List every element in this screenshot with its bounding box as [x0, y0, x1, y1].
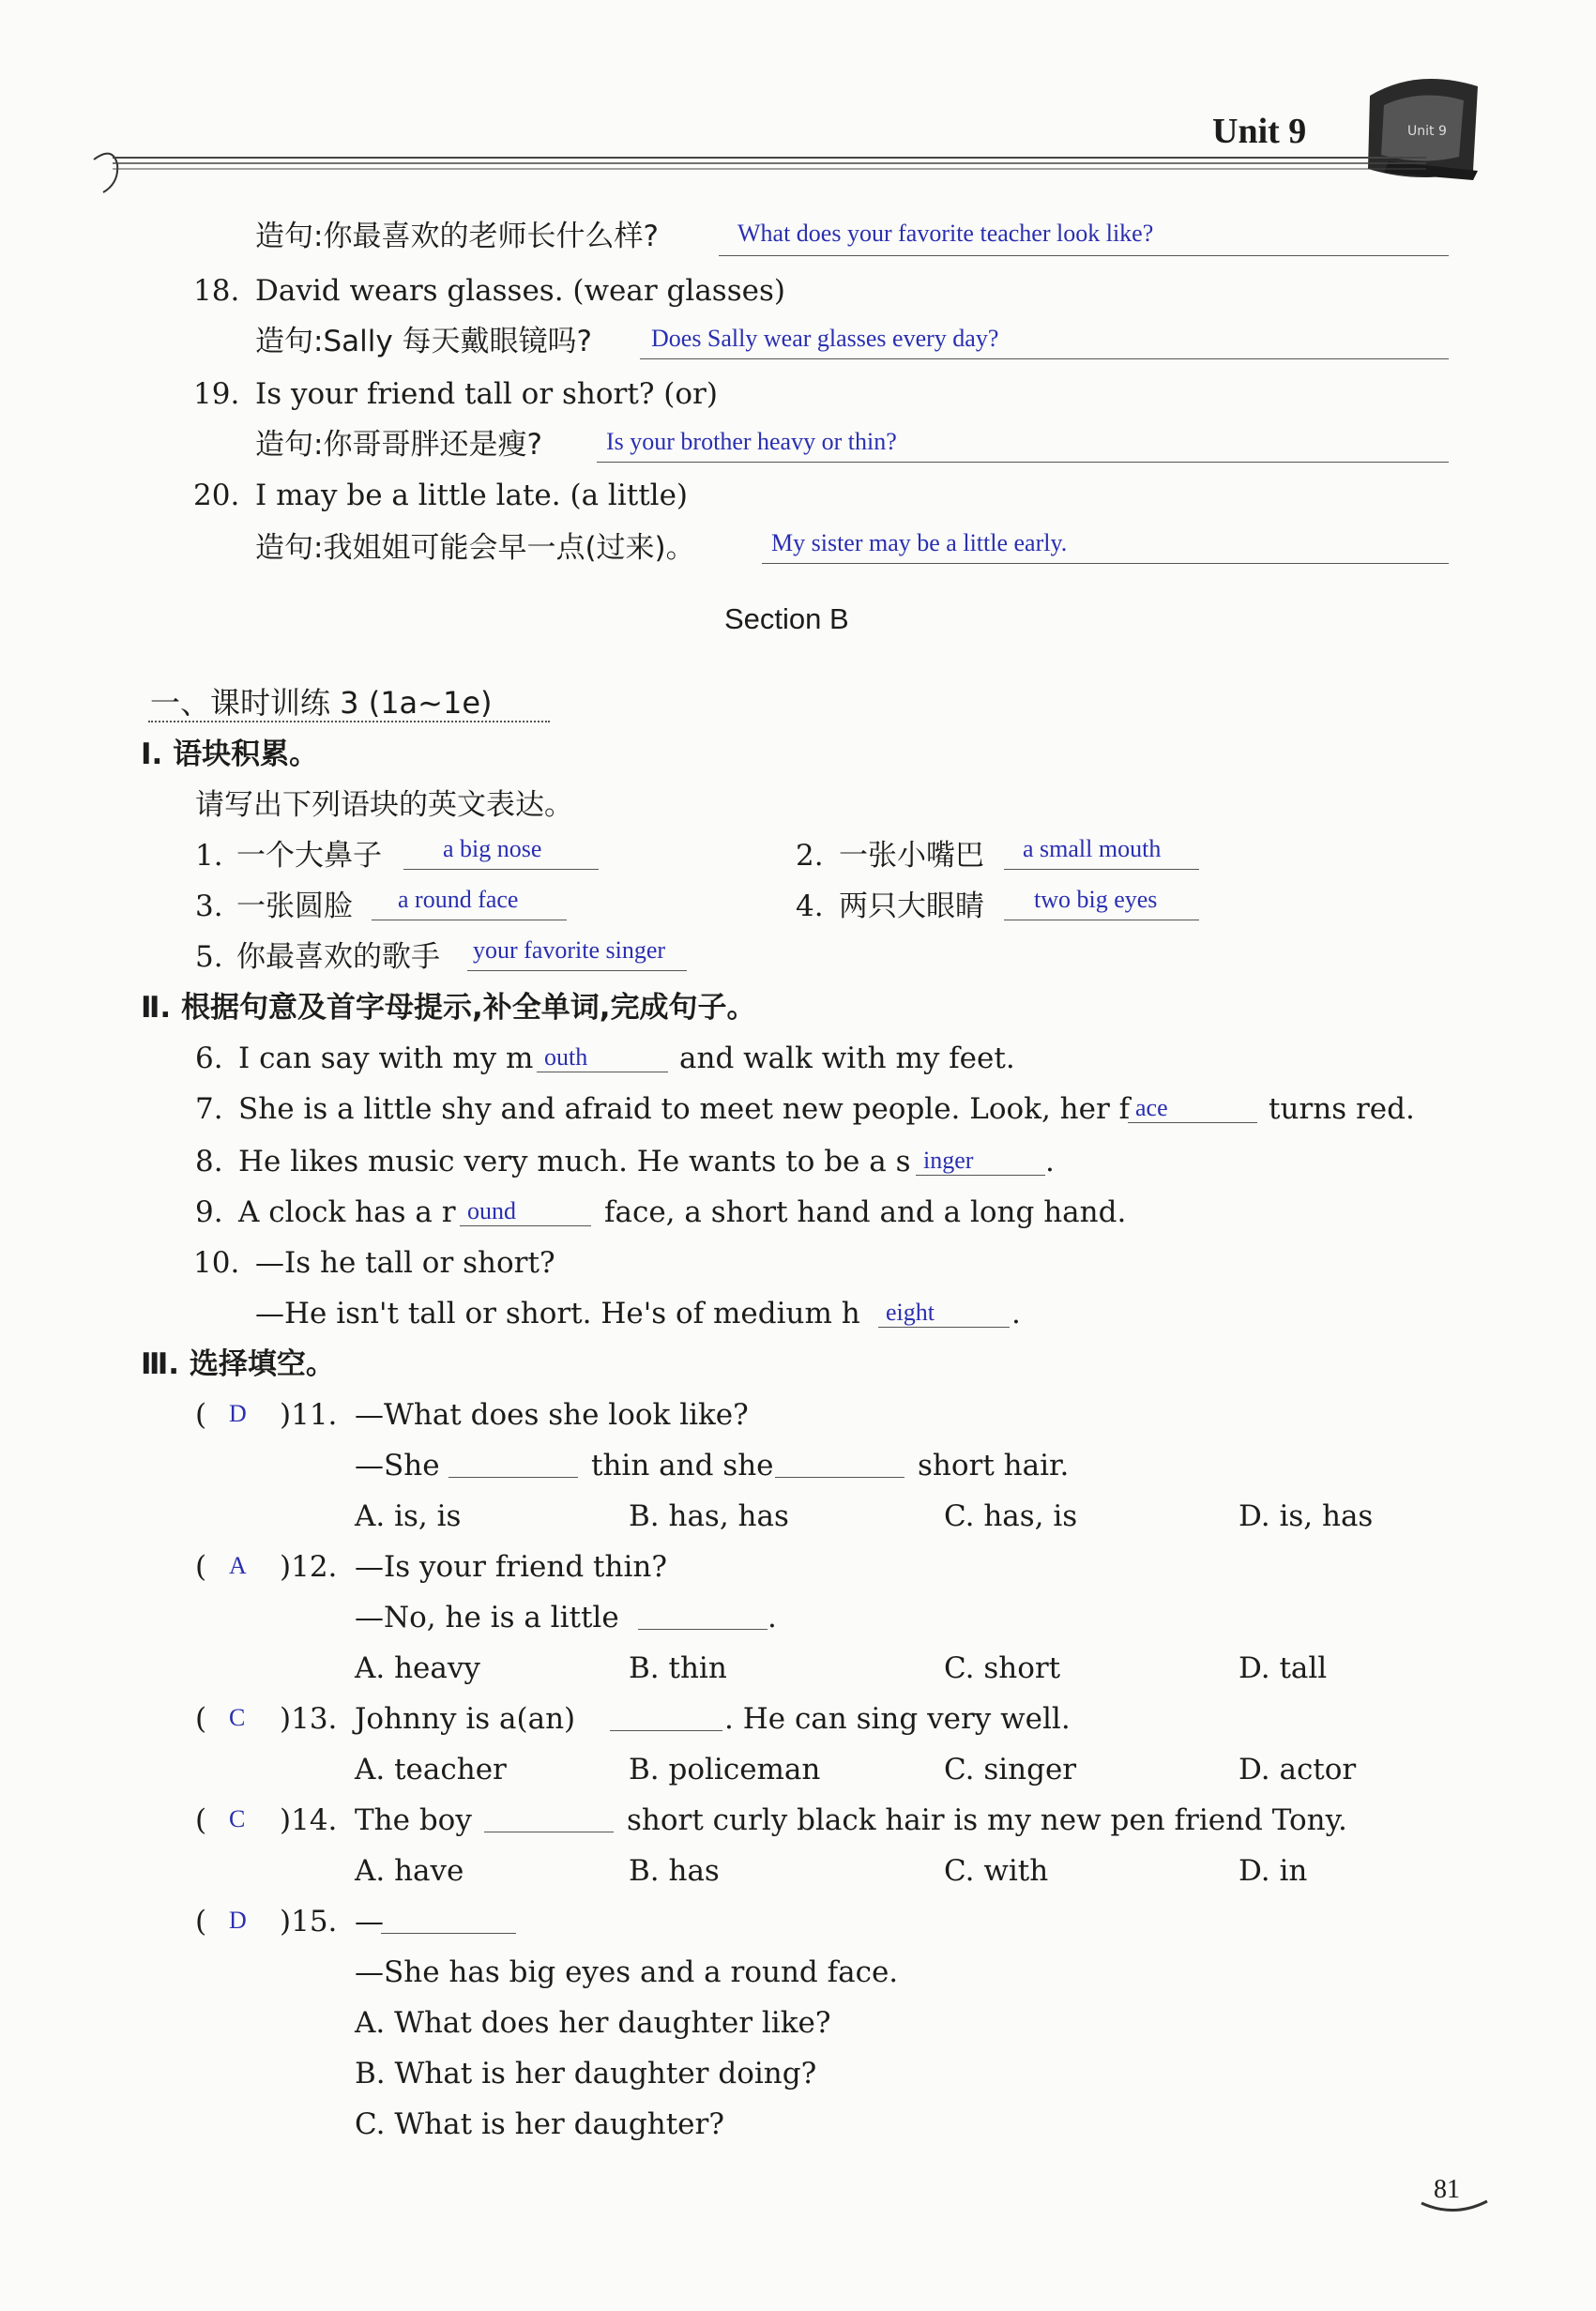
option: C. with	[944, 1854, 1049, 1888]
page-number-ornament	[1417, 2196, 1492, 2224]
option: D. is, has	[1239, 1499, 1374, 1533]
item-number: 20.	[193, 479, 240, 512]
phrase-answer: two big eyes	[1034, 886, 1158, 913]
phrase-cn: 一张圆脸	[236, 889, 353, 923]
svg-text:Unit 9: Unit 9	[1407, 124, 1447, 139]
sentence-after: .	[1045, 1145, 1055, 1178]
blank-answer: eight	[886, 1299, 935, 1326]
question-line: —Is your friend thin?	[355, 1550, 667, 1584]
phrase-cn: 你最喜欢的歌手	[236, 940, 440, 974]
question-line: —What does she look like?	[355, 1398, 749, 1432]
part3-title: Ⅲ. 选择填空。	[141, 1347, 335, 1381]
question-part: —No, he is a little	[355, 1601, 619, 1634]
option: B. has, has	[629, 1499, 789, 1533]
item-number: 6.	[195, 1041, 223, 1075]
blank-answer: outh	[544, 1043, 588, 1071]
answer-line	[1128, 1122, 1257, 1123]
option: B. thin	[629, 1651, 727, 1685]
item-number: )14.	[280, 1803, 338, 1837]
option: C. short	[944, 1651, 1061, 1685]
part1-title: Ⅰ. 语块积累。	[141, 737, 319, 771]
answer-line	[467, 970, 687, 971]
question-blank	[638, 1629, 768, 1630]
question-blank	[775, 1477, 904, 1478]
blank-answer: ace	[1135, 1094, 1168, 1121]
question-part: The boy	[355, 1803, 472, 1837]
blank-answer: ound	[467, 1197, 516, 1224]
choice-answer: C	[229, 1805, 246, 1832]
part1-instruction: 请写出下列语块的英文表达。	[195, 788, 573, 822]
answer-line	[719, 255, 1449, 256]
option: C. singer	[944, 1753, 1077, 1786]
answer-line	[916, 1175, 1045, 1176]
item-number: 4.	[796, 889, 824, 923]
choice-answer: C	[229, 1704, 246, 1731]
option: A. is, is	[355, 1499, 462, 1533]
sentence-before: A clock has a r	[238, 1195, 456, 1229]
paren-open: (	[195, 1803, 207, 1837]
answer-19: Is your brother heavy or thin?	[606, 428, 897, 455]
phrase-cn: 一张小嘴巴	[839, 839, 984, 873]
question-blank	[448, 1477, 578, 1478]
question-part: . He can sing very well.	[724, 1702, 1071, 1736]
answer-18: Does Sally wear glasses every day?	[651, 325, 999, 352]
item-number: )11.	[280, 1398, 338, 1432]
section-title: Section B	[724, 602, 849, 635]
unit-title: Unit 9	[1212, 112, 1307, 151]
answer-line	[762, 563, 1449, 564]
item-number: )13.	[280, 1702, 338, 1736]
option: C. has, is	[944, 1499, 1078, 1533]
answer-20: My sister may be a little early.	[771, 529, 1068, 556]
sentence-19: Is your friend tall or short? (or)	[255, 377, 718, 411]
item-number: 9.	[195, 1195, 223, 1229]
question-part: —	[355, 1905, 384, 1939]
sentence-20: I may be a little late. (a little)	[255, 479, 689, 512]
prompt-17: 造句:你最喜欢的老师长什么样?	[255, 220, 659, 253]
question-part: thin and she	[591, 1449, 774, 1482]
option: B. What is her daughter doing?	[355, 2057, 817, 2091]
question-part: short curly black hair is my new pen friend Tony.	[627, 1803, 1347, 1837]
answer-line	[597, 462, 1449, 463]
paren-open: (	[195, 1398, 207, 1432]
item-number: 19.	[193, 377, 240, 411]
option: C. What is her daughter?	[355, 2107, 724, 2141]
phrase-answer: a round face	[398, 886, 519, 913]
option: A. teacher	[355, 1753, 507, 1786]
sentence-after: turns red.	[1269, 1092, 1415, 1126]
paren-open: (	[195, 1702, 207, 1736]
item-number: 7.	[195, 1092, 223, 1126]
question-blank	[381, 1933, 516, 1934]
item-number: )15.	[280, 1905, 338, 1939]
answer-line	[460, 1225, 591, 1226]
option: D. in	[1239, 1854, 1308, 1888]
prompt-18: 造句:Sally 每天戴眼镜吗?	[255, 325, 592, 358]
item-number: 18.	[193, 274, 240, 308]
choice-answer: D	[229, 1400, 247, 1427]
question-line: —She has big eyes and a round face.	[355, 1955, 899, 1989]
question-part: —She	[355, 1449, 440, 1482]
item-number: 3.	[195, 889, 223, 923]
sentence-after: .	[1011, 1297, 1021, 1330]
answer-line	[640, 358, 1449, 359]
paren-open: (	[195, 1550, 207, 1584]
choice-answer: D	[229, 1907, 247, 1934]
prompt-19: 造句:你哥哥胖还是瘦?	[255, 428, 542, 462]
option: A. have	[355, 1854, 464, 1888]
sentence-before: —He isn't tall or short. He's of medium h	[255, 1297, 860, 1330]
blank-answer: inger	[923, 1147, 974, 1174]
item-number: 2.	[796, 839, 824, 873]
phrase-answer: your favorite singer	[473, 936, 666, 964]
sentence-before: She is a little shy and afraid to meet new people. Look, her f	[238, 1092, 1131, 1126]
item-number: 10.	[193, 1246, 240, 1280]
phrase-cn: 一个大鼻子	[236, 839, 382, 873]
item-number: 5.	[195, 940, 223, 974]
answer-17: What does your favorite teacher look like?	[737, 220, 1154, 247]
phrase-cn: 两只大眼睛	[839, 889, 984, 923]
header-rule	[89, 141, 1431, 197]
sentence-after: and walk with my feet.	[679, 1041, 1015, 1075]
answer-line	[1004, 869, 1199, 870]
question-blank	[610, 1730, 722, 1731]
paren-open: (	[195, 1905, 207, 1939]
lesson-underline	[148, 721, 550, 722]
part2-title: Ⅱ. 根据句意及首字母提示,补全单词,完成句子。	[141, 991, 756, 1025]
sentence-before: He likes music very much. He wants to be a s	[238, 1145, 911, 1178]
sentence-after: face, a short hand and a long hand.	[604, 1195, 1127, 1229]
lesson-title: 一、课时训练 3 (1a~1e)	[150, 685, 493, 721]
choice-answer: A	[229, 1552, 247, 1579]
answer-line	[878, 1327, 1010, 1328]
sentence-18: David wears glasses. (wear glasses)	[255, 274, 785, 308]
question-part: .	[768, 1601, 777, 1634]
option: D. actor	[1239, 1753, 1357, 1786]
option: B. has	[629, 1854, 720, 1888]
answer-line	[403, 869, 599, 870]
prompt-20: 造句:我姐姐可能会早一点(过来)。	[255, 531, 695, 565]
dialog-line-1: —Is he tall or short?	[255, 1246, 555, 1280]
item-number: 8.	[195, 1145, 223, 1178]
sentence-before: I can say with my m	[238, 1041, 534, 1075]
question-part: short hair.	[918, 1449, 1070, 1482]
option: D. tall	[1239, 1651, 1328, 1685]
phrase-answer: a big nose	[443, 835, 542, 862]
option: A. heavy	[355, 1651, 480, 1685]
option: B. policeman	[629, 1753, 821, 1786]
page-number: 81	[1434, 2175, 1460, 2204]
question-part: Johnny is a(an)	[355, 1702, 576, 1736]
item-number: 1.	[195, 839, 223, 873]
item-number: )12.	[280, 1550, 338, 1584]
option: A. What does her daughter like?	[355, 2006, 831, 2040]
phrase-answer: a small mouth	[1023, 835, 1162, 862]
